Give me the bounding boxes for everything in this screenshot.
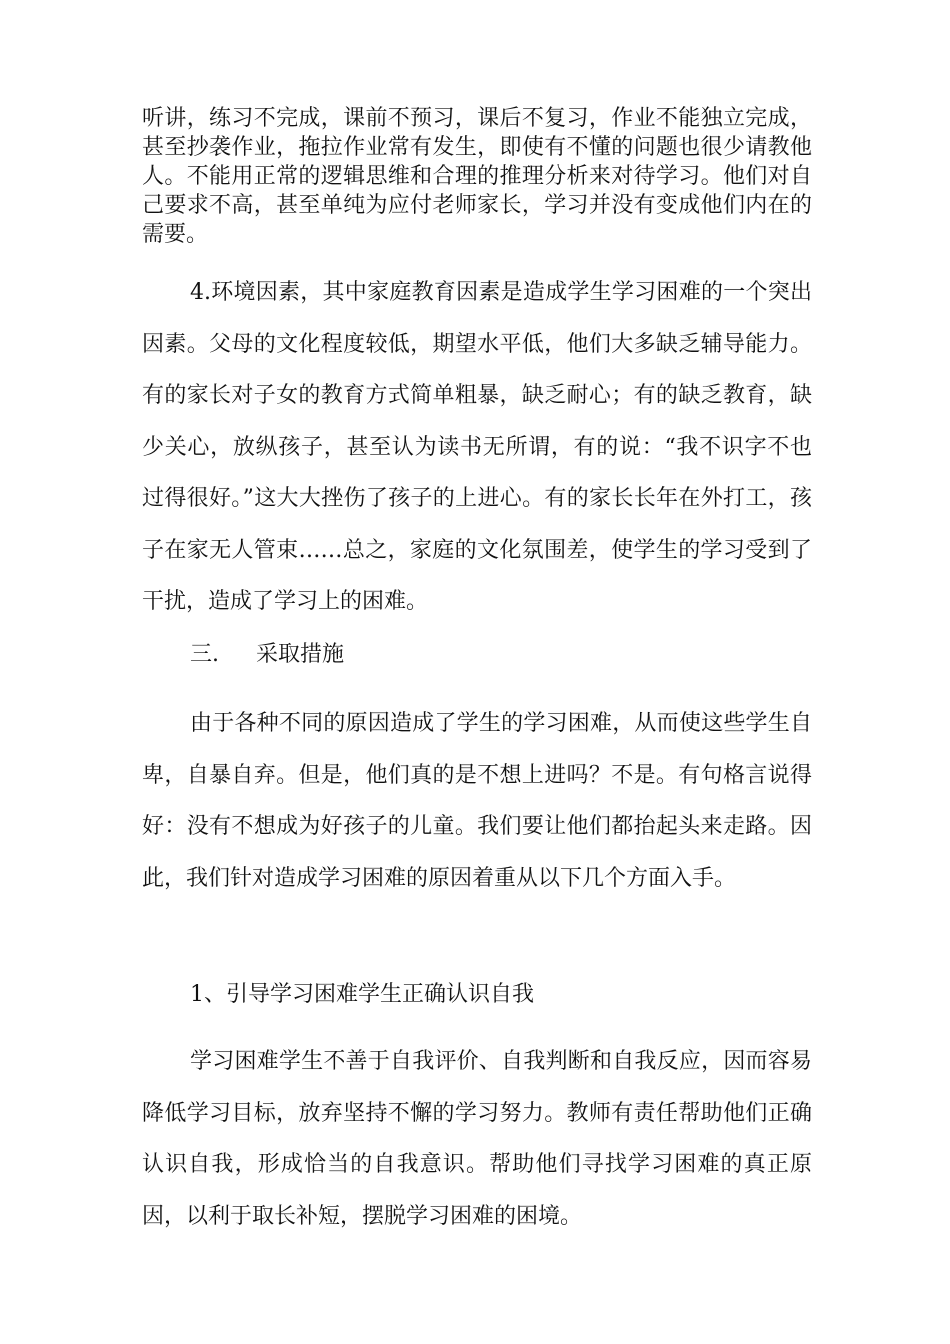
paragraph-measures: 由于各种不同的原因造成了学生的学习困难，从而使这些学生自卑，自暴自弃。但是，他们真的是不想上进吗？不是。有句格言说得好：没有不想成为好孩子的儿童。我们要让他们都抬起头来走路。因此，我们针对造成学习困难的原因着重从以下几个方面入手。 <box>142 711 812 891</box>
paragraph-environment-factors: 4.环境因素，其中家庭教育因素是造成学生学习困难的一个突出因素。父母的文化程度较低，期望水平低，他们大多缺乏辅导能力。有的家长对子女的教育方式简单粗暴，缺乏耐心；有的缺乏教育，缺少关心，放纵孩子，甚至认为读书无所谓，有的说：“我不识字不也过得很好。”这大大挫伤了孩子的上进心。有的家长长年在外打工，孩子在家无人管束……总之，家庭的文化氛围差，使学生的学习受到了干扰，造成了学习上的困难。 <box>142 280 812 614</box>
paragraph-self-awareness: 学习困难学生不善于自我评价、自我判断和自我反应，因而容易降低学习目标，放弃坚持不懈的学习努力。教师有责任帮助他们正确认识自我，形成恰当的自我意识。帮助他们寻找学习困难的真正原因，以利于取长补短，摆脱学习困难的困境。 <box>142 1049 812 1229</box>
section-heading-three <box>190 640 344 670</box>
section-title: 采取措施 <box>256 642 345 667</box>
section-number: 三. <box>190 642 219 667</box>
paragraph-continued: 听讲，练习不完成，课前不预习，课后不复习，作业不能独立完成，甚至抄袭作业，拖拉作业常有发生，即使有不懂的问题也很少请教他人。不能用正常的逻辑思维和合理的推理分析来对待学习。他们对自己要求不高，甚至单纯为应付老师家长，学习并没有变成他们内在的需要。 <box>142 106 812 247</box>
subheading-self-awareness: 1、引导学习困难学生正确认识自我 <box>190 982 534 1007</box>
